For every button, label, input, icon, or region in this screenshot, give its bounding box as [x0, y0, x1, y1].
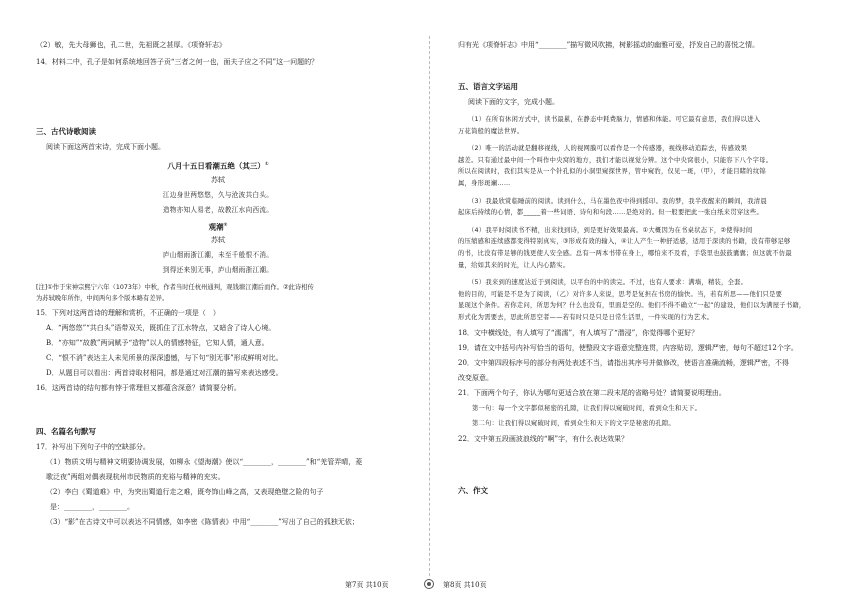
- section-heading-language: 五、语言文字运用: [458, 82, 518, 91]
- option-c: C．“恨不消”表达主人未见所景的深深遗憾，与下句“别无事”形成鲜明对比。: [46, 354, 283, 362]
- question-22: 22．文中第五段画波浪线的“啊”字，有什么表达效果？: [458, 434, 629, 443]
- poem-note: [注]①作于宋神宗熙宁六年（1073年）中秋，作者当时任杭州通判，观钱塘江潮后而作。②此诗相传: [36, 284, 314, 291]
- question-18: 18．文中横线处，有人填写了“濡濡”，有人填写了“潜浸”，你觉得哪个更好？: [458, 328, 699, 337]
- passage-line: 所以在阅读时，我们其实是从一个针孔似的小洞里窥探世界，管中窥豹，仅见一斑，（甲），才能目睹的纹锦: [458, 168, 766, 176]
- passage-line: （5）我来到的速度达近于到阅读，以平台的中的读完。不过，也有人要求：满墙，精装，全套。: [468, 279, 748, 287]
- question-16: 16．这两首诗的结句都有悖于常理但又都蕴含深意？请简要分析。: [36, 384, 241, 392]
- option-a: A．“两悠悠”“共白头”语带双关，既抓住了江水特点，又暗含了诗人心境。: [46, 324, 276, 332]
- passage-line: 万花筒般的魔法世界。: [458, 127, 524, 135]
- poem-1-title-text: 八月十五日看潮五绝（其三）: [167, 161, 265, 171]
- question-17: 17．补写出下列句子中的空缺部分。: [36, 443, 150, 451]
- poem-2-title: [36, 220, 400, 233]
- section-heading-dictation: 四、名篇名句默写: [36, 427, 96, 436]
- poem-1-line: 江边身世两悠悠，久与沧波共白头。: [162, 190, 274, 199]
- section-heading-poetry: 三、古代诗歌阅读: [36, 127, 96, 136]
- dictation-item: 是：________，________。: [50, 503, 134, 511]
- passage-line: 的压缩感和连续感都变得特别真实，③形成有效的输入，④让人产生一种舒适感，适用于深读的书籍，没有带够足够: [458, 238, 791, 246]
- poem-2-line: 庐山烟雨浙江潮，未至千般恨不消。: [162, 251, 274, 259]
- option-d: D．从题目可以看出：两首诗取材相同，都是通过对江潮的描写来表达感受。: [46, 369, 283, 377]
- dictation-item: 歌泛夜”两组对偶表现杭州市民物质的充裕与精神的充实。: [46, 473, 225, 481]
- q21-sentence-2: 第二句：让我们得以窥破时间，看到众生和天下的文字是秘密的孔隙。: [472, 420, 675, 428]
- dictation-item: （1）物质文明与精神文明要协调发展，如柳永《望海潮》使以“________，________”和“羌管弄晴，菱: [46, 458, 363, 466]
- poem-1-author: 苏轼: [211, 175, 225, 184]
- question-19: 19．请在文中括号内补写恰当的语句，使整段文字语意完整连贯，内容贴切，逻辑严密，每句不超过12个字。: [458, 343, 798, 352]
- reading-passage: [458, 114, 826, 324]
- poem-2-author: 苏轼: [211, 236, 225, 244]
- right-column: [458, 40, 826, 501]
- passage-line: 越差。只有通过最中间一个叫作中央窝的地方，我们才能以视觉分辨。这个中央窝很小，只能容下八个字母。: [458, 156, 773, 164]
- text-line: （2）敏，先大母狮也，孔二世，先祖既之甚厚。《项脊轩志》: [36, 41, 226, 49]
- dictation-item: （2）李白《蜀道难》中，为突出蜀道行走之难，既夸饰山峰之高，又表现绝壁之险的句子: [46, 488, 324, 496]
- poem-1-note-mark: ①: [264, 162, 269, 167]
- passage-line: （1）在所有休闲方式中，读书最累，在静态中耗费脑力，情感和体能。可它最有意思，我们得以进入: [468, 116, 761, 123]
- question-15: 15．下列对这两首诗的理解和赏析，不正确的一项是（ ）: [36, 309, 220, 317]
- passage-line: 属，身形斑斓……: [458, 179, 511, 187]
- passage-line: 形式化为需要去，思此所思空者——若有时只是只是日常生活里，一件实现的行为艺术。: [458, 313, 714, 321]
- question-20: 20．文中第四段标序号的部分有两处表述不当，请指出其序号并做修改，使语言准确流畅，逻辑严密，不得: [458, 358, 789, 367]
- passage-line: 的书，比没有带足够的钱更使人安全感。总有一两本书带在身上，哪怕来不及看，手袋里也鼓鼓囊囊；但这就不仿最: [458, 249, 792, 257]
- language-instructions: 阅读下面的文字，完成小题。: [468, 98, 559, 106]
- poem-1-title: [36, 159, 400, 172]
- right-page: [430, 0, 860, 608]
- passage-line: （3）我最欣赏临睡前的阅读。读到什么，马在墨色夜中得到摇印。我的梦，我半夜醒来的瞬间，我清晨: [468, 197, 767, 205]
- passage-line: 量，给如其来的时光，让人内心踏实。: [458, 261, 570, 269]
- poem-2-line: 到得还来别无事，庐山烟雨浙江潮。: [162, 266, 274, 274]
- option-b: B．“亦知”“故教”两词赋予“造物”以人的情感特征，它知人情，通人意。: [46, 339, 269, 347]
- page-number-right: 第8页 共10页: [443, 581, 487, 589]
- poem-note: 为苏轼晚年所作，中间两句多个版本略有差异。: [36, 295, 169, 302]
- passage-line: 显现这个条件。若你走问，所思为何？什么也没有，里面是空的。他们不得不确立“一起”的建设，他们以为满屋子书籍，: [458, 302, 806, 310]
- poem-2-note-mark: ②: [223, 222, 228, 228]
- question-20-continued: 改变原意。: [458, 373, 493, 382]
- poetry-instructions: 阅读下面这两首宋诗，完成下面小题。: [46, 143, 165, 151]
- question-14: 14．材料二中，孔子是如何系统地回答子贡“三者之何一也，面夫子应之不同”这一问题的？: [36, 58, 319, 66]
- passage-line: （4）我平时阅读书不精，出来找到诗，到是更好效果最高。①大概因为在书桌状态下，②使得时间: [468, 226, 753, 234]
- passage-line: （2）唯一的活动就是翻移视线，人的视网膜可以看作是一个传感器，视线移动追踪去，传感效果: [468, 145, 748, 153]
- section-heading-essay: 六、作文: [458, 485, 488, 495]
- left-column: [36, 40, 400, 528]
- page-number-left: 第7页 共10页: [345, 581, 389, 589]
- passage-line: 起床后持续的心情，都_____着一些词语、诗句和句段……是绝对的。但一般要把此一张白纸来贯穿这些。: [458, 209, 764, 217]
- dictation-item-continued: 归有光《项脊轩志》中用“________”描写微风吹拂，树影摇动的幽雅可爱，抒发自己的喜悦之情。: [458, 41, 760, 49]
- dictation-item: （3）“影”在古诗文中可以表达不同情感，如李密《陈情表》中用“________”写出了自己的孤独无依；: [46, 518, 359, 526]
- poem-2-title-text: 观潮: [208, 222, 224, 231]
- poem-1-line: 造物亦知人易老，故教江水向西流。: [162, 205, 274, 214]
- question-21: 21．下面两个句子，你认为哪句更适合放在第二段末尾的省略号处？请简要说明理由。: [458, 388, 726, 397]
- passage-line: 他的目的，可能是不是为了阅读，（乙）对许多人来说，思考是复担在书房的愉快。当，若有所思——他们只是要: [458, 290, 783, 298]
- q21-sentence-1: 第一句：每一个文字都似秘密的孔隙，让我们得以窥破时间，看到众生和天下。: [472, 404, 702, 412]
